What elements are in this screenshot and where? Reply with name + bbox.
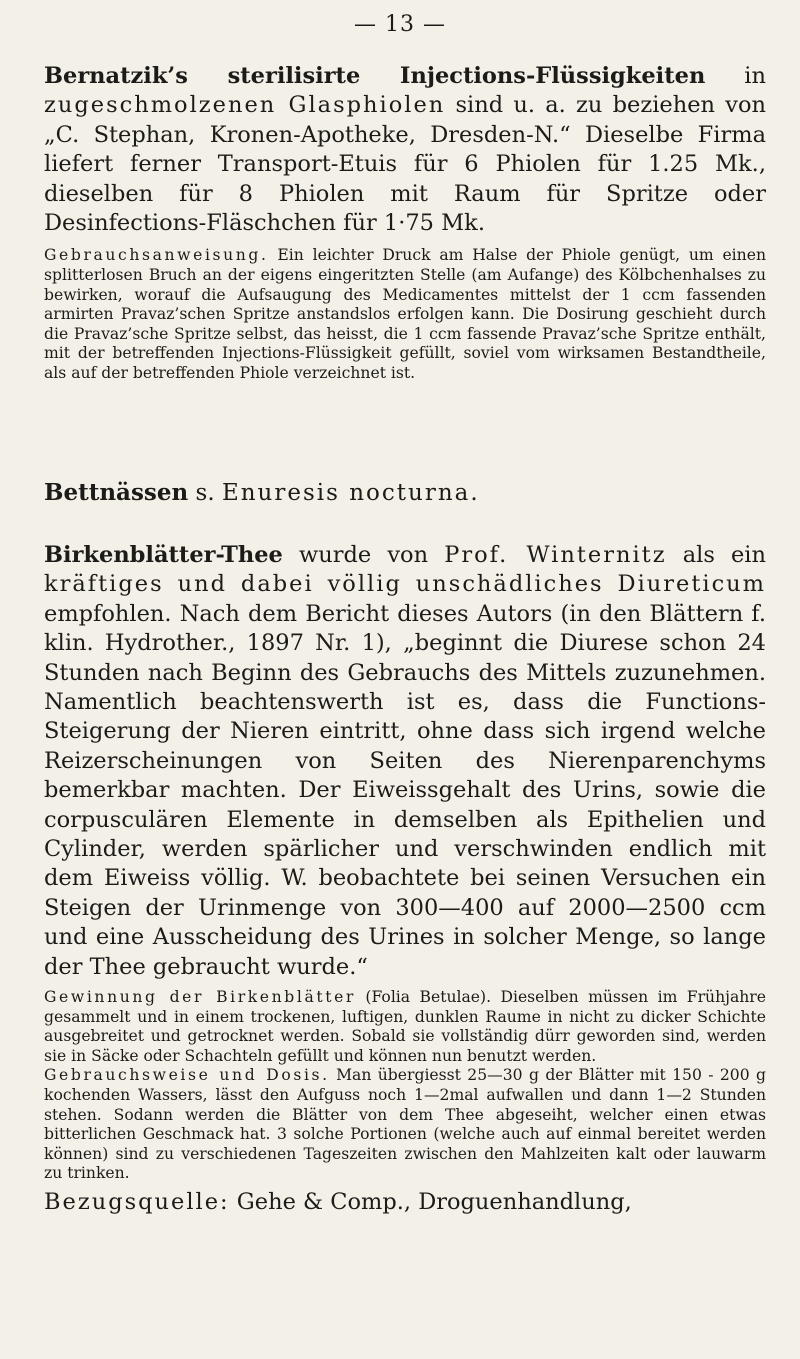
birkenblaetter-gewinnung-note	[44, 988, 766, 1066]
bettnaessen-paragraph	[44, 478, 766, 508]
entry-birkenblaetter	[44, 541, 766, 1217]
birkenblaetter-bezug-text: Gehe & Comp., Droguenhandlung,	[229, 1189, 632, 1216]
bernatzik-usage-note	[44, 246, 766, 383]
page-number: — 13 —	[354, 12, 446, 37]
bernatzik-text-a: in	[705, 63, 766, 89]
birkenblaetter-gewinnung-text: (Folia Betulae). Dieselben müssen im Frühjahre gesammelt und in einem trockenen, luftigen, dunklen Raume in nicht zu dicker Schichte ausgebreitet und getrocknet werden. Sobald sie vollständig dürr geworden sind, werden sie in Säcke oder Schachteln gefüllt und können nun benutzt werden.	[44, 988, 766, 1065]
birkenblaetter-bezug-label: Bezugsquelle:	[44, 1189, 230, 1216]
birkenblaetter-headword: Birkenblätter-Thee	[44, 542, 283, 568]
birkenblaetter-gebrauch-text: Man übergiesst 25—30 g der Blätter mit 150 - 200 g kochenden Wassers, lässt den Aufguss noch 1—2mal aufwallen und dann 1—2 Stunden stehen. Sodann werden die Blätter von dem Thee abgeseiht, welcher einen etwas bitterlichen Geschmack hat. 3 solche Portionen (welche auch auf einmal bereitet werden können) sind zu verschiedenen Tageszeiten zwischen den Mahlzeiten kalt oder lauwarm zu trinken.	[44, 1066, 767, 1183]
bernatzik-usage-label: Gebrauchsanweisung.	[44, 246, 269, 265]
bernatzik-spaced-text: zugeschmolzenen Glasphiolen	[44, 92, 446, 119]
bernatzik-headword: Bernatzik’s sterilisirte Injections-Flüssigkeiten	[44, 63, 706, 89]
birkenblaetter-paragraph	[44, 541, 766, 982]
bernatzik-usage-text: Ein leichter Druck am Halse der Phiole genügt, um einen splitterlosen Bruch an der eigens eingeritzten Stelle (am Aufange) des Kölbchenhalses zu bewirken, worauf die Aufsaugung des Medicamentes mittelst der 1 ccm fassenden armirten Pravaz’schen Spritze anstandslos erfolgen kann. Die Dosirung geschieht durch die Pravaz’sche Spritze selbst, das heisst, die 1 ccm fassende Pravaz’sche Spritze enthält, mit der betreffenden Injections-Flüssigkeit gefüllt, soviel vom wirksamen Bestandtheile, als auf der betreffenden Phiole verzeichnet ist.	[44, 246, 766, 382]
birkenblaetter-gebrauch-note	[44, 1066, 766, 1184]
bernatzik-text-b: sind u. a. zu beziehen von „C. Stephan, Kronen-Apotheke, Dresden-N.“ Dieselbe Firma liefert ferner Transport-Etuis für 6 Phiolen für 1.25 Mk., dieselben für 8 Phiolen mit Raum für Spritze oder Desinfections-Fläschchen für 1·75 Mk.	[44, 92, 767, 237]
entry-bernatzik	[44, 62, 766, 384]
birkenblaetter-spaced-text: kräftiges und dabei völlig unschädliches Diureticum	[44, 571, 766, 598]
bettnaessen-text: s.	[188, 480, 222, 506]
birkenblaetter-gebrauch-label: Gebrauchsweise und Dosis.	[44, 1066, 330, 1085]
birkenblaetter-text-b: als ein	[666, 542, 766, 568]
birkenblaetter-bezug-line	[44, 1188, 766, 1217]
birkenblaetter-gewinnung-label: Gewinnung der Birkenblätter	[44, 988, 356, 1007]
birkenblaetter-author: Prof. Winternitz	[444, 542, 667, 568]
bettnaessen-spaced-text: Enuresis nocturna.	[221, 480, 480, 506]
bernatzik-paragraph	[44, 62, 766, 238]
entry-bettnaessen	[44, 478, 766, 508]
birkenblaetter-text-a: wurde von	[282, 542, 445, 568]
birkenblaetter-text-c: empfohlen. Nach dem Bericht dieses Autors (in den Blättern f. klin. Hydrother., 1897 Nr. 1), „beginnt die Diurese schon 24 Stunden nach Beginn des Gebrauchs des Mittels zuzunehmen. Namentlich beachtenswerth ist es, dass die Functions-Steigerung der Nieren eintritt, ohne dass sich irgend welche Reizerscheinungen von Seiten des Nierenparenchyms bemerkbar machten. Der Eiweissgehalt des Urins, sowie die corpusculären Elemente in demselben als Epithelien und Cylinder, werden spärlicher und verschwinden endlich mit dem Eiweiss völlig. W. beobachtete bei seinen Versuchen ein Steigen der Urinmenge von 300—400 auf 2000—2500 ccm und eine Ausscheidung des Urines in solcher Menge, so lange der Thee gebraucht wurde.“	[44, 600, 766, 980]
bettnaessen-headword: Bettnässen	[44, 479, 189, 506]
